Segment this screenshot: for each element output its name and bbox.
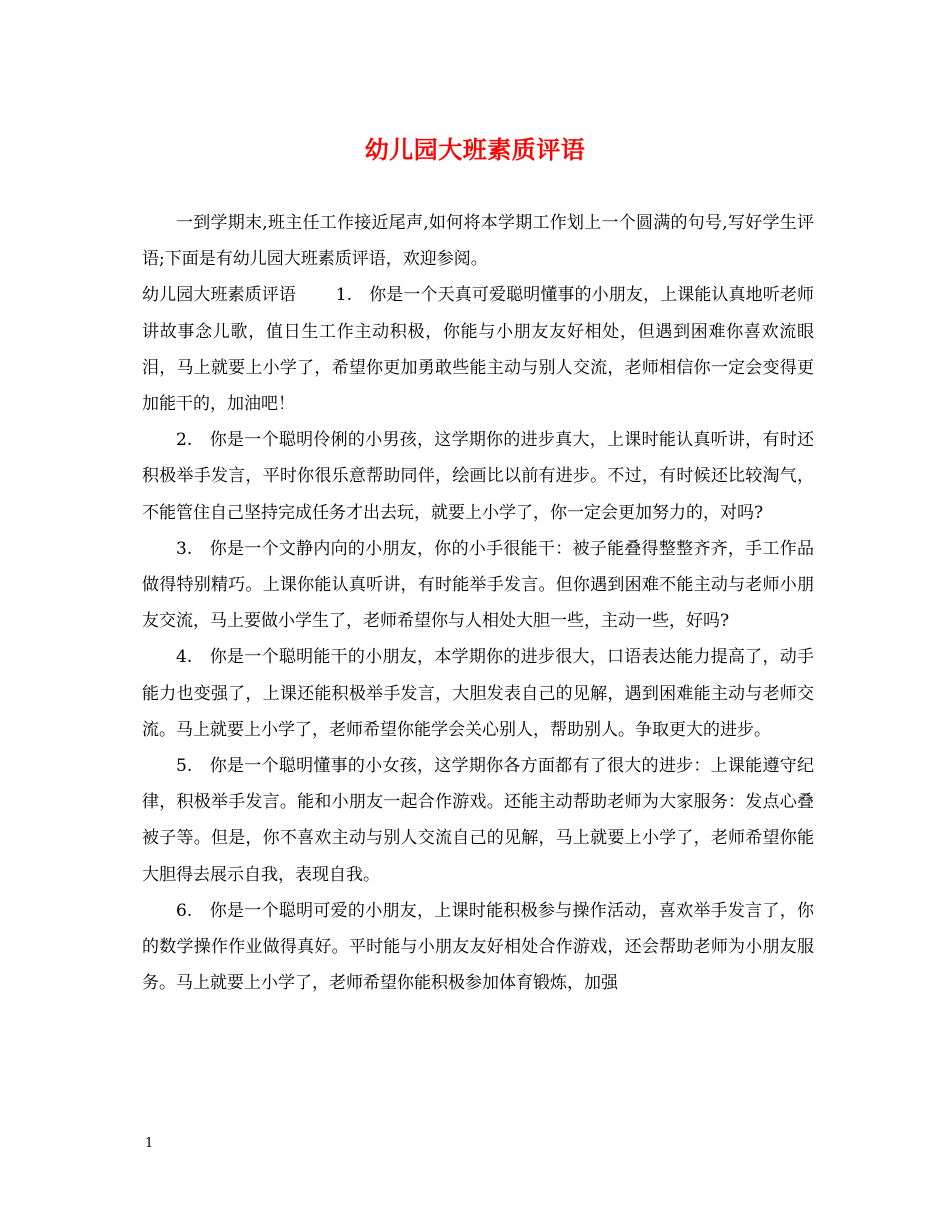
intro-paragraph: 一到学期末,班主任工作接近尾声,如何将本学期工作划上一个圆满的句号,写好学生评语;下面是有幼儿园大班素质评语，欢迎参阅。 xyxy=(142,213,814,270)
comment-paragraph-1: 幼儿园大班素质评语 1. 你是一个天真可爱聪明懂事的小朋友，上课能认真地听老师讲故事念儿歌，值日生工作主动积极，你能与小朋友友好相处，但遇到困难你喜欢流眼泪，马上就要上小学了，希望你更加勇敢些能主动与别人交流，老师相信你一定会变得更加能干的，加油吧！ xyxy=(142,285,814,415)
comment-paragraph-6: 6. 你是一个聪明可爱的小朋友，上课时能积极参与操作活动，喜欢举手发言了，你的数学操作作业做得真好。平时能与小朋友友好相处合作游戏，还会帮助老师为小朋友服务。马上就要上小学了，老师希望你能积极参加体育锻炼，加强 xyxy=(142,900,814,994)
comment-paragraph-3: 3. 你是一个文静内向的小朋友，你的小手很能干：被子能叠得整整齐齐，手工作品做得特别精巧。上课你能认真听讲，有时能举手发言。但你遇到困难不能主动与老师小朋友交流，马上要做小学生了，老师希望你与人相处大胆一些，主动一些，好吗? xyxy=(142,538,814,632)
comment-paragraph-2: 2. 你是一个聪明伶俐的小男孩，这学期你的进步真大，上课时能认真听讲，有时还积极举手发言，平时你很乐意帮助同伴，绘画比以前有进步。不过，有时候还比较淘气，不能管住自己坚持完成任务才出去玩，就要上小学了，你一定会更加努力的，对吗? xyxy=(142,430,814,523)
document-title: 幼儿园大班素质评语 xyxy=(364,135,586,164)
comment-paragraph-4: 4. 你是一个聪明能干的小朋友，本学期你的进步很大，口语表达能力提高了，动手能力也变强了，上课还能积极举手发言，大胆发表自己的见解，遇到困难能主动与老师交流。马上就要上小学了，老师希望你能学会关心别人，帮助别人。争取更大的进步。 xyxy=(142,647,814,740)
document-body xyxy=(142,205,814,1001)
page-number: 1 xyxy=(145,1136,154,1151)
comment-paragraph-5: 5. 你是一个聪明懂事的小女孩，这学期你各方面都有了很大的进步：上课能遵守纪律，积极举手发言。能和小朋友一起合作游戏。还能主动帮助老师为大家服务：发点心叠被子等。但是，你不喜欢主动与别人交流自己的见解，马上就要上小学了，老师希望你能大胆得去展示自我，表现自我。 xyxy=(142,756,814,885)
